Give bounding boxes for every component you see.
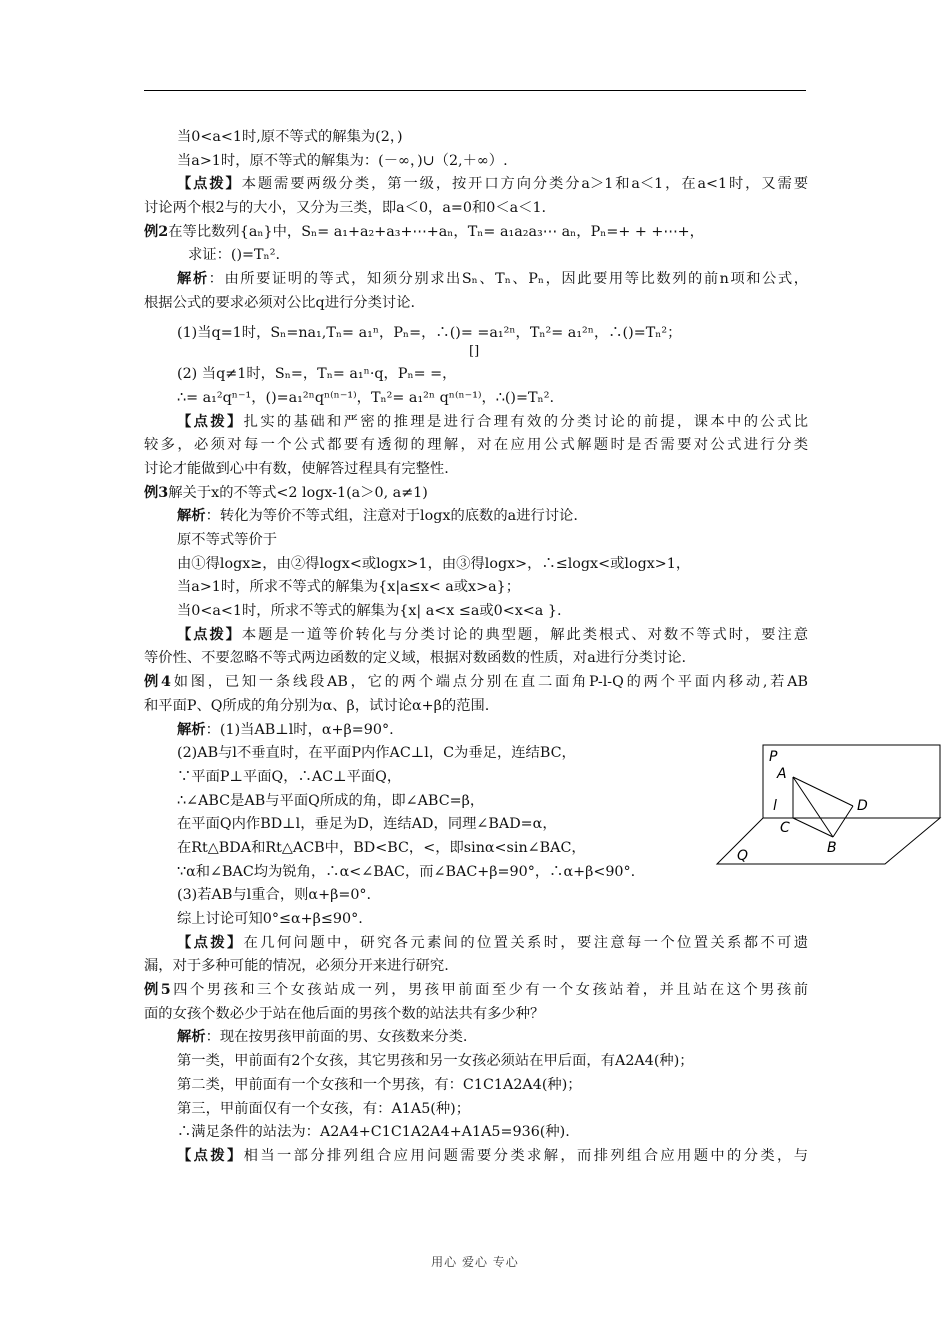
text-line: 第一类，甲前面有2个女孩，其它男孩和另一女孩必须站在甲后面，有A2A4(种)； xyxy=(177,1053,694,1070)
segment-ad xyxy=(793,777,853,806)
analysis-line: 解析：(1)当AB⊥l时，α+β=90°. xyxy=(177,721,394,738)
remark-line: 【点拨】在几何问题中，研究各元素间的位置关系时，要注意每一个位置关系都不可遗 xyxy=(177,934,808,951)
text-line: ∴= a₁²qⁿ⁻¹，()=a₁²ⁿqⁿ⁽ⁿ⁻¹⁾，Tₙ²= a₁²ⁿ qⁿ⁽ⁿ⁻¹⁾，∴()=Tₙ². xyxy=(177,389,554,406)
text-line: 较多，必须对每一个公式都要有透彻的理解，对在应用公式解题时是否需要对公式进行分类 xyxy=(144,437,808,454)
text-line: ∴满足条件的站法为：A2A4+C1C1A2A4+A1A5=936(种). xyxy=(177,1124,570,1141)
text-line: (3)若AB与l重合，则α+β=0°. xyxy=(177,887,372,904)
remark-line: 【点拨】扎实的基础和严密的推理是进行合理有效的分类讨论的前提，课本中的公式比 xyxy=(177,413,808,430)
document-body xyxy=(144,126,808,1169)
text-line: 第二类，甲前面有一个女孩和一个男孩，有：C1C1A2A4(种)； xyxy=(177,1076,582,1093)
segment-db xyxy=(833,806,853,837)
remark-line: 【点拨】本题需要两级分类，第一级，按开口方向分类分a＞1和a＜1，在a<1时，又需要 xyxy=(177,176,808,193)
label-p: P xyxy=(769,749,778,765)
text-line: 等价性、不要忽略不等式两边函数的定义域，根据对数函数的性质，对a进行分类讨论. xyxy=(144,650,687,667)
text-line: 当a>1时，所求不等式的解集为{x|a≤x< a或x>a}； xyxy=(177,579,521,596)
text-line: 由①得logx≥，由②得logx<或logx>1，由③得logx>，∴≤logx<或logx>1， xyxy=(177,555,691,572)
label-q: Q xyxy=(737,848,749,864)
label-c: C xyxy=(780,820,790,836)
text-line: 根据公式的要求必须对公比q进行分类讨论. xyxy=(144,294,416,311)
label-d: D xyxy=(857,798,868,814)
header-rule xyxy=(144,90,806,91)
text-line: 第三，甲前面仅有一个女孩，有：A1A5(种)； xyxy=(177,1100,471,1117)
text-line: 求证：()=Tₙ². xyxy=(188,247,281,264)
text-line: 原不等式等价于 xyxy=(177,532,278,548)
analysis-line: 解析：由所要证明的等式，知须分别求出Sₙ、Tₙ、Pₙ，因此要用等比数列的前n项和公式， xyxy=(177,271,808,288)
text-line: 当a>1时，原不等式的解集为：(－∞，)∪（2,＋∞）. xyxy=(177,152,508,169)
example-heading: 例2在等比数列{aₙ}中，Sₙ= a₁+a₂+a₃+⋯+aₙ，Tₙ= a₁a₂a₃⋯ aₙ，Pₙ=+ + +⋯+， xyxy=(144,223,704,240)
example-heading: 例3解关于x的不等式<2 logx-1(a＞0, a≠1) xyxy=(144,484,428,501)
label-b: B xyxy=(827,840,837,856)
remark-line: 【点拨】相当一部分排列组合应用问题需要分类求解，而排列组合应用题中的分类，与 xyxy=(177,1147,808,1164)
plane-p-outline xyxy=(763,745,940,818)
label-a: A xyxy=(777,766,787,782)
text-line: 讨论才能做到心中有数，使解答过程具有完整性. xyxy=(144,460,449,477)
text-line: 当0<a<1时，所求不等式的解集为{x| a<x ≤a或0<x<a }. xyxy=(177,603,562,620)
page-footer: 用心 爱心 专心 xyxy=(431,1255,519,1269)
text-line: 综上讨论可知0°≤α+β≤90°. xyxy=(177,911,363,927)
text-line: (2)AB与l不垂直时，在平面P内作AC⊥l，C为垂足，连结BC， xyxy=(177,745,576,762)
text-line: ∵α和∠BAC均为锐角，∴α<∠BAC，而∠BAC+β=90°，∴α+β<90°. xyxy=(177,863,636,880)
text-line: 在平面Q内作BD⊥l，垂足为D，连结AD，同理∠BAD=α， xyxy=(177,816,557,833)
text-line: ∴∠ABC是AB与平面Q所成的角，即∠ABC=β， xyxy=(177,792,485,809)
text-line: 讨论两个根2与的大小，又分为三类，即a＜0，a=0和0＜a＜1. xyxy=(144,200,547,217)
analysis-line: 解析：现在按男孩甲前面的男、女孩数来分类. xyxy=(177,1029,468,1046)
text-line: 面的女孩个数必少于站在他后面的男孩个数的站法共有多少种？ xyxy=(144,1005,545,1022)
analysis-line: 解析：转化为等价不等式组，注意对于logx的底数的a进行讨论. xyxy=(177,508,578,525)
remark-line: 【点拨】本题是一道等价转化与分类讨论的典型题，解此类根式、对数不等式时，要注意 xyxy=(177,626,808,643)
text-line: (1)当q=1时，Sₙ=na₁,Tₙ= a₁ⁿ，Pₙ=，∴()= =a₁²ⁿ，Tₙ²= a₁²ⁿ，∴()=Tₙ²； xyxy=(177,324,682,341)
example-heading: 例5四个男孩和三个女孩站成一列，男孩甲前面至少有一个女孩站着，并且站在这个男孩前 xyxy=(144,982,808,999)
text-line: (2) 当q≠1时，Sₙ=，Tₙ= a₁ⁿ·q，Pₙ= =， xyxy=(177,366,457,383)
text-line: 漏，对于多种可能的情况，必须分开来进行研究. xyxy=(144,958,449,975)
text-line: 当0<a<1时,原不等式的解集为(2，) xyxy=(177,129,403,145)
dihedral-angle-figure xyxy=(715,744,945,869)
text-line: 在Rt△BDA和Rt△ACB中，BD<BC，<，即sinα<sin∠BAC， xyxy=(177,839,586,856)
text-line: [] xyxy=(469,345,480,360)
text-line: ∵平面P⊥平面Q，∴AC⊥平面Q， xyxy=(177,768,402,785)
text-line: 和平面P、Q所成的角分别为α、β，试讨论α+β的范围. xyxy=(144,697,490,714)
example-heading: 例4如图，已知一条线段AB，它的两个端点分别在直二面角P-l-Q的两个平面内移动,若AB xyxy=(144,674,808,691)
label-l: l xyxy=(773,798,777,814)
